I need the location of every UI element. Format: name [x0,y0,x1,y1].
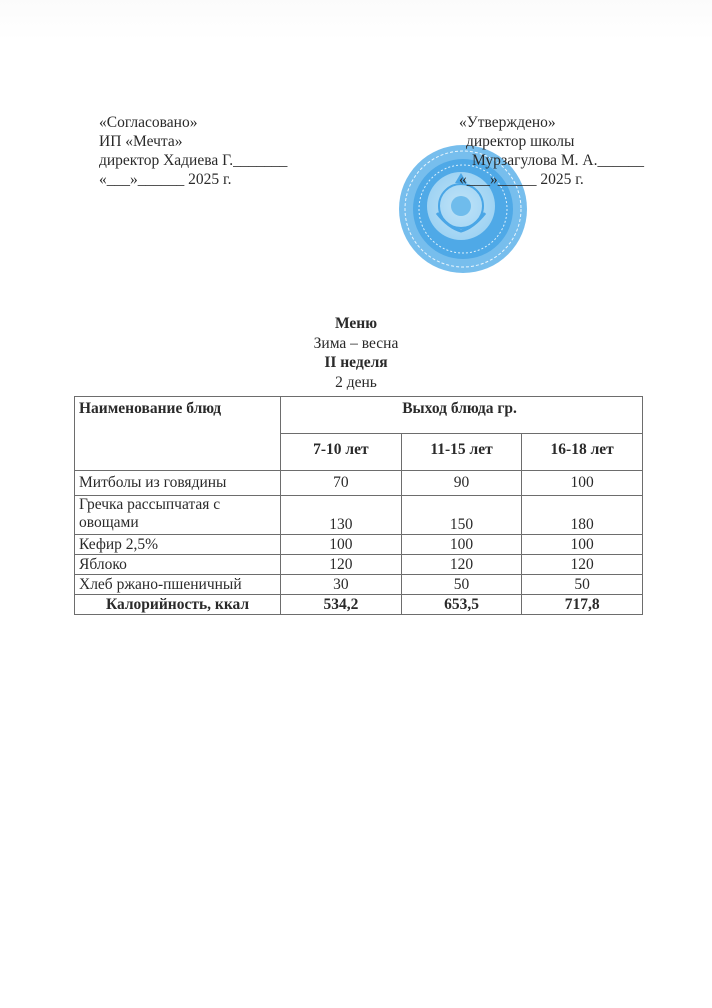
menu-day: 2 день [335,373,377,391]
portion-11-15: 90 [401,471,522,496]
approval-right-signer: Мурзагулова М. А.______ [472,152,644,169]
approval-left-signer: директор Хадиева Г._______ [99,152,288,169]
approval-left-org: ИП «Мечта» [99,133,183,150]
scan-bleed-through [0,0,712,40]
col-header-age-11-15: 11-15 лет [401,434,522,471]
approval-left-date: «___»______ 2025 г. [99,171,232,188]
table-row [75,575,643,595]
portion-11-15: 50 [401,575,522,595]
table-total-row [75,595,643,615]
col-header-age-7-10: 7-10 лет [281,434,402,471]
portion-7-10: 30 [281,575,402,595]
approval-right-position: директор школы [466,133,575,150]
menu-table [74,396,643,615]
table-row [75,535,643,555]
dish-name: Митболы из говядины [75,471,281,496]
portion-16-18: 180 [522,496,643,535]
dish-name [75,496,281,535]
portion-16-18: 100 [522,471,643,496]
portion-7-10: 100 [281,535,402,555]
portion-16-18: 50 [522,575,643,595]
col-header-dish-name: Наименование блюд [75,397,281,471]
calories-16-18: 717,8 [522,595,643,615]
col-header-age-16-18: 16-18 лет [522,434,643,471]
dish-name-line-1: Гречка рассыпчатая с [79,496,221,513]
calories-11-15: 653,5 [401,595,522,615]
portion-11-15: 120 [401,555,522,575]
table-row [75,496,643,535]
table-row [75,471,643,496]
approval-left-title: «Согласовано» [99,114,198,131]
portion-11-15: 150 [401,496,522,535]
portion-7-10: 70 [281,471,402,496]
dish-name: Хлеб ржано-пшеничный [75,575,281,595]
menu-season: Зима – весна [313,334,399,352]
col-header-portion-weight: Выход блюда гр. [281,397,643,434]
portion-7-10: 120 [281,555,402,575]
approval-right-date: «___»_____ 2025 г. [459,171,584,188]
portion-11-15: 100 [401,535,522,555]
dish-name: Кефир 2,5% [75,535,281,555]
calories-label: Калорийность, ккал [75,595,281,615]
approval-right-block [459,113,644,189]
table-header-row [75,397,643,434]
portion-16-18: 100 [522,535,643,555]
menu-heading [0,314,712,392]
menu-title: Меню [334,315,378,332]
table-row [75,555,643,575]
menu-week: II неделя [324,354,388,371]
calories-7-10: 534,2 [281,595,402,615]
approval-right-title: «Утверждено» [459,114,556,131]
portion-7-10: 130 [281,496,402,535]
portion-16-18: 120 [522,555,643,575]
dish-name-line-2: овощами [79,514,139,531]
approval-left-block [99,113,287,189]
dish-name: Яблоко [75,555,281,575]
